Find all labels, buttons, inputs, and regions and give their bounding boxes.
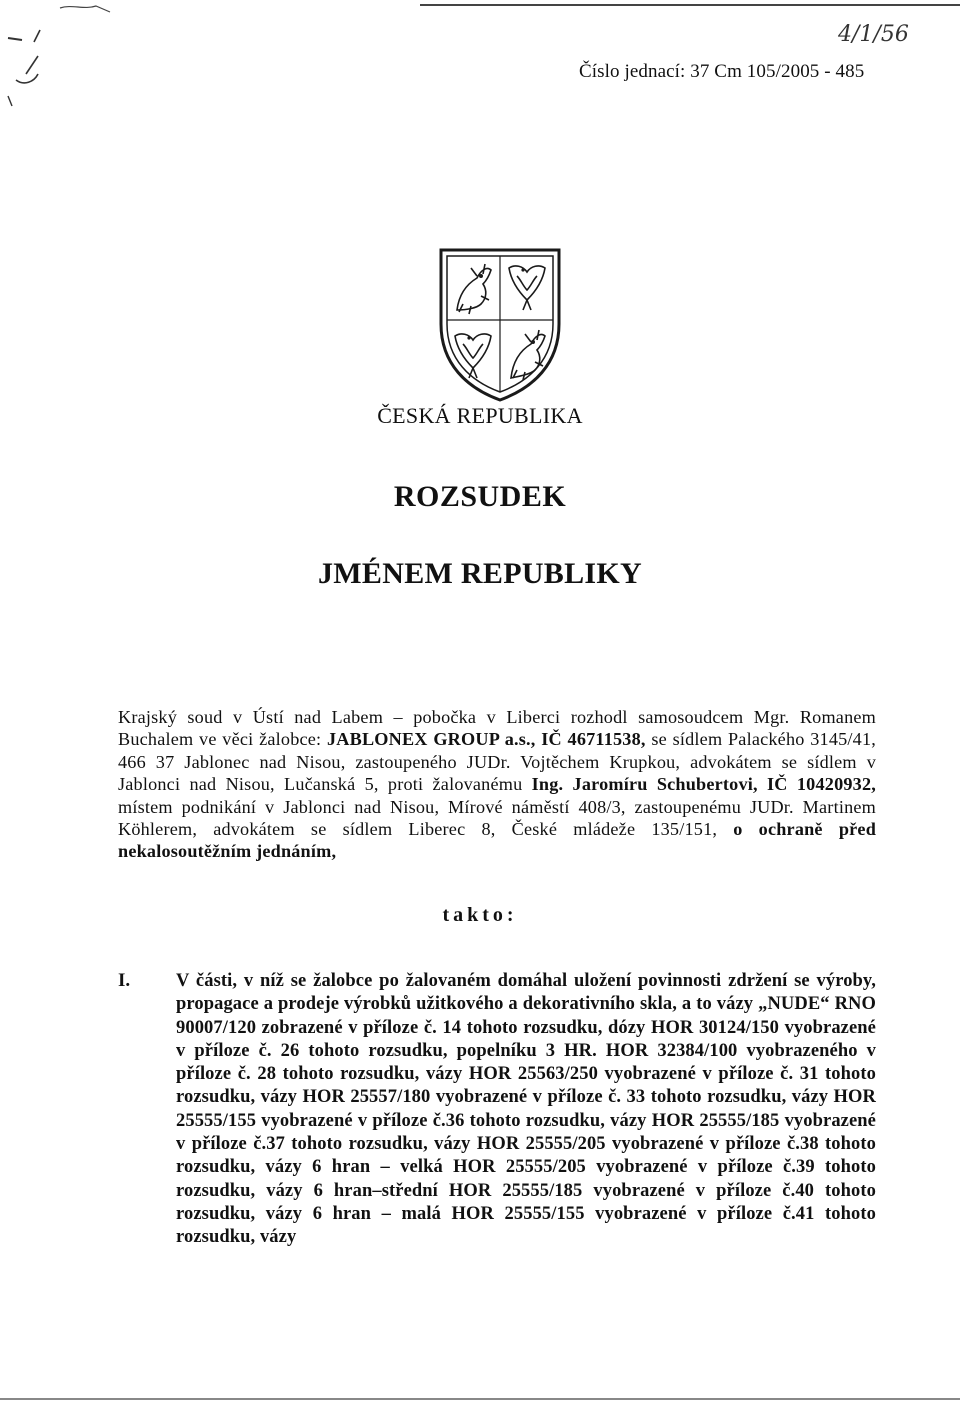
case-number: Číslo jednací: 37 Cm 105/2005 - 485 <box>579 61 865 82</box>
in-name-title: JMÉNEM REPUBLIKY <box>318 557 642 590</box>
intro-paragraph <box>118 706 876 863</box>
defendant-name: Ing. Jaromíru Schubertovi, IČ 10420932, <box>531 774 876 795</box>
intro-text-3: místem podnikání v Jablonci nad Nisou, Mírové náměstí 408/3, zastoupenému JUDr. Martinem Köhlerem, advokátem se sídlem Liberec 8, České mládeže 135/151, <box>118 796 876 840</box>
czech-coat-of-arms-icon <box>437 246 563 404</box>
intro-text-2: se sídlem Palackého 3145/41, 466 37 Jablonec nad Nisou, zastoupeného JUDr. Vojtěchem Krupkou, advokátem se sídlem v Jablonci nad Nisou, Lučanská 5, proti žalovanému <box>118 729 877 795</box>
takto-heading: takto: <box>442 904 518 926</box>
intro-text-1: Krajský soud v Ústí nad Labem – pobočka v Liberci rozhodl samosoudcem Mgr. Romanem Buchalem ve věci žalobce: <box>118 707 876 750</box>
section-text: V části, v níž se žalobce po žalovaném domáhal uložení povinnosti zdržení se výroby, propagace a prodeje výrobků užitkového a dekorativního skla, a to vázy „NUDE“ RNO 90007/120 zobrazené v příloze č. 14 tohoto rozsudku, dózy HOR 30124/150 vyobrazené v příloze č. 26 tohoto rozsudku, popelníku 3 HR. HOR 32384/100 vyobrazeného v příloze č. 28 tohoto rozsudku, vázy HOR 25563/250 vyobrazené v příloze č. 31 tohoto rozsudku, vázy HOR 25557/180 vyobrazené v příloze č. 33 tohoto rozsudku, vázy HOR 25555/155 vyobrazené v příloze č.36 tohoto rozsudku, vázy HOR 25555/185 vyobrazené v příloze č.37 tohoto rozsudku, vázy HOR 25555/205 vyobrazené v příloze č.38 tohoto rozsudku, vázy 6 hran – velká HOR 25555/205 vyobrazené v příloze č.39 tohoto rozsudku, vázy 6 hran–střední HOR 25555/185 vyobrazené v příloze č.40 tohoto rozsudku, vázy 6 hran – malá HOR 25555/155 vyobrazené v příloze č.41 tohoto rozsudku, vázy <box>176 971 876 1248</box>
country-title: ČESKÁ REPUBLIKA <box>377 403 583 428</box>
handwritten-note: 4/1/56 <box>838 22 909 47</box>
plaintiff-name: JABLONEX GROUP a.s., IČ 46711538, <box>327 729 646 750</box>
scan-edge-line <box>420 4 960 6</box>
section-number: I. <box>118 970 131 991</box>
handwritten-marks <box>0 0 120 110</box>
verdict-title: ROZSUDEK <box>393 480 567 513</box>
scan-bottom-line <box>0 1398 960 1400</box>
case-subject: o ochraně před nekalosoutěžním jednáním, <box>118 819 877 862</box>
